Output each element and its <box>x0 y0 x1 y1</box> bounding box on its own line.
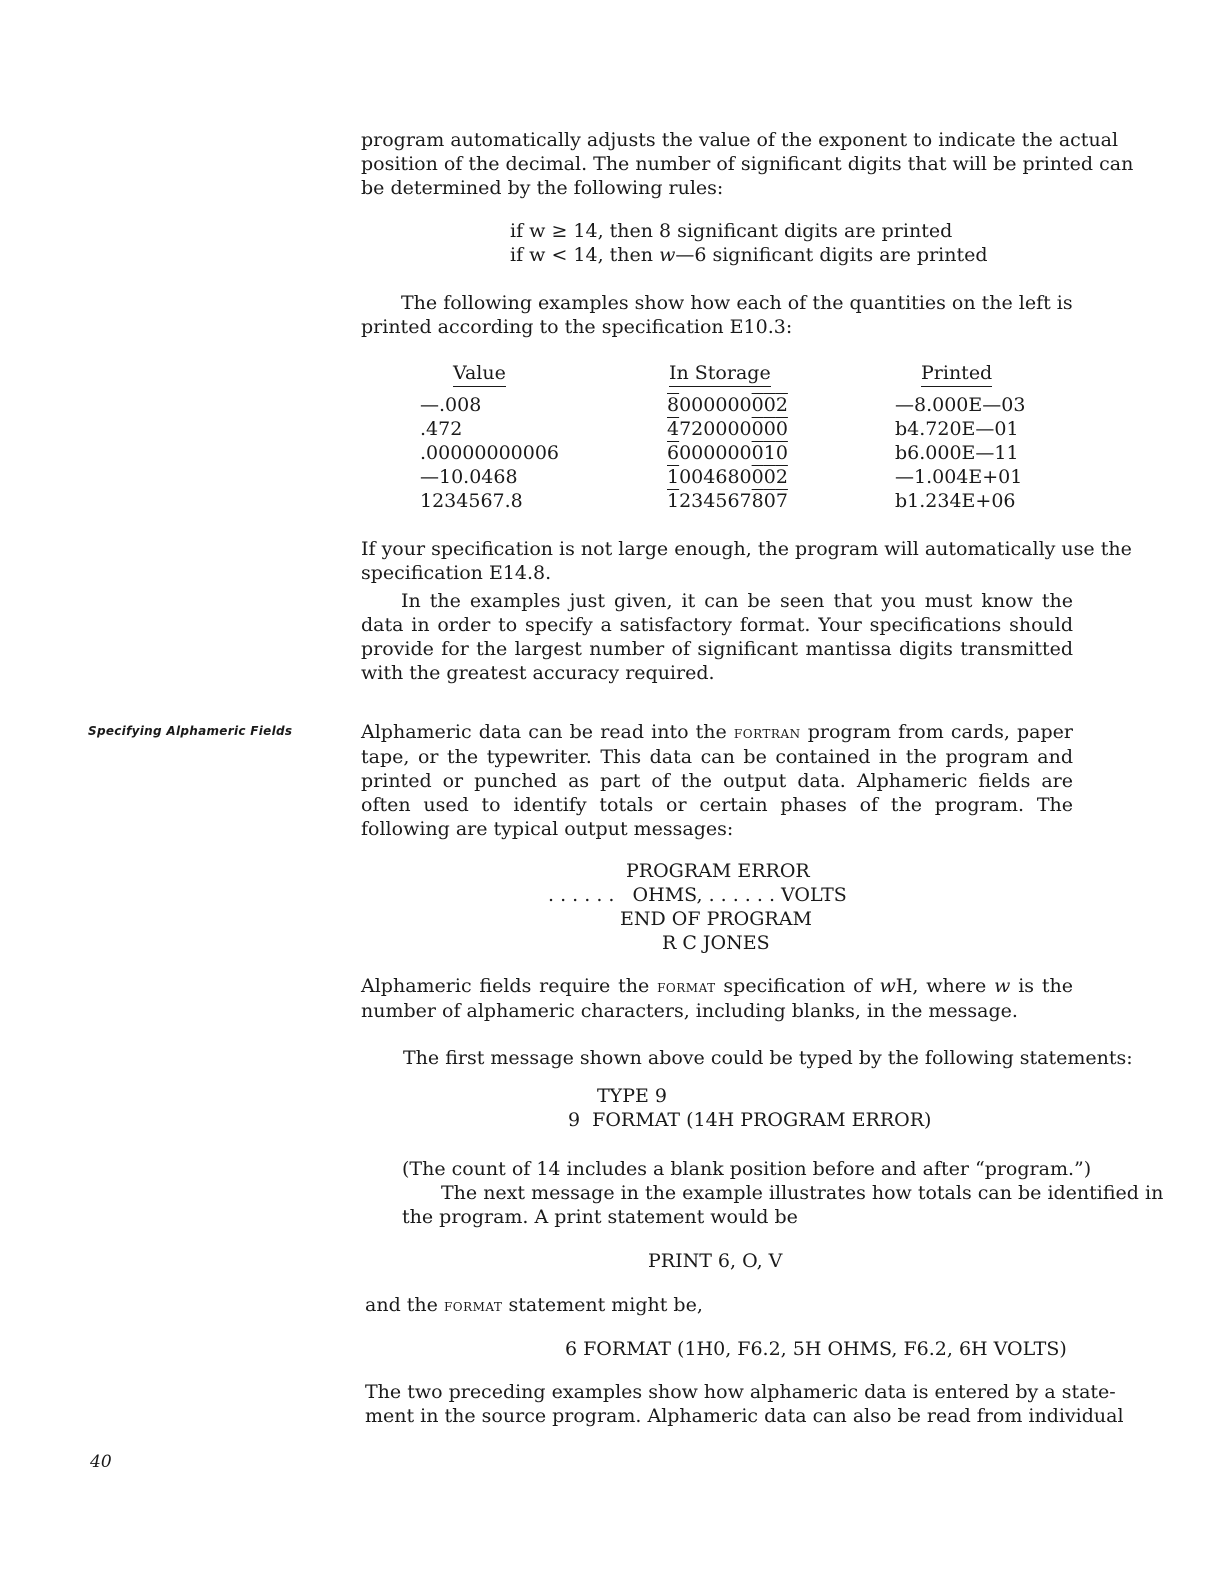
table-row-storage: 1234567807 <box>667 490 788 512</box>
table-row-printed: b6.000E—11 <box>895 442 1019 464</box>
final-paragraph-line-1: The two preceding examples show how alphameric data is entered by a state- <box>365 1381 1116 1403</box>
table-row-printed: —1.004E+01 <box>895 466 1023 488</box>
next-message-line-2: the program. A print statement would be <box>402 1206 798 1228</box>
code-line: TYPE 9 <box>597 1085 667 1107</box>
message-line: PROGRAM ERROR <box>626 860 810 882</box>
code-line: PRINT 6, O, V <box>648 1250 783 1272</box>
table-row-storage: 8000000002 <box>667 394 788 416</box>
intro-line-3: be determined by the following rules: <box>361 177 724 199</box>
table-row-storage: 1004680002 <box>667 466 788 488</box>
first-message-line: The first message shown above could be typed by the following statements: <box>403 1047 1133 1069</box>
format-paragraph: Alphameric fields require the format specification of wH, where w is the number of alphameric characters, including blanks, in the message. <box>361 975 1073 1022</box>
table-row-printed: b1.234E+06 <box>895 490 1016 512</box>
table-row-value: 1234567.8 <box>420 490 523 512</box>
table-row-value: .472 <box>420 418 463 440</box>
examples-paragraph: In the examples just given, it can be seen that you must know the data in order to specify a satisfactory format. Your specifications should provide for the largest number of significant mantissa digits transmitted with the greatest accuracy required. <box>361 590 1073 684</box>
section-heading-alphameric: Specifying Alphameric Fields <box>88 724 293 738</box>
rule-1: if w ≥ 14, then 8 significant digits are printed <box>510 220 953 242</box>
rule-2: if w < 14, then w—6 significant digits are printed <box>510 244 988 266</box>
message-line: R C JONES <box>662 932 770 954</box>
final-paragraph-line-2: ment in the source program. Alphameric data can also be read from individual <box>365 1405 1124 1427</box>
table-row-value: .00000000006 <box>420 442 560 464</box>
examples-intro-line-1: The following examples show how each of the quantities on the left is <box>401 292 1073 314</box>
code-line: 6 FORMAT (1H0, F6.2, 5H OHMS, F6.2, 6H VOLTS) <box>565 1338 1067 1360</box>
message-line: END OF PROGRAM <box>620 908 812 930</box>
code-line: 9 FORMAT (14H PROGRAM ERROR) <box>568 1109 932 1131</box>
table-row-printed: b4.720E—01 <box>895 418 1019 440</box>
count-note: (The count of 14 includes a blank position before and after “program.”) <box>402 1158 1092 1180</box>
header-in-storage: In Storage <box>669 361 771 387</box>
alphameric-paragraph: Alphameric data can be read into the fortran program from cards, paper tape, or the typewriter. This data can be contained in the program and printed or punched as part of the output data. Alphameric fields are often used to identify totals or certain phases of the program. The following are typical output messages: <box>361 721 1073 840</box>
spec-line-2: specification E14.8. <box>361 562 552 584</box>
table-row-storage: 4720000000 <box>667 418 788 440</box>
message-line: . . . . . . OHMS, . . . . . . VOLTS <box>548 884 847 906</box>
next-message-line-1: The next message in the example illustrates how totals can be identified in <box>441 1182 1164 1204</box>
header-value: Value <box>453 361 506 387</box>
and-the-line: and the format statement might be, <box>365 1294 703 1316</box>
table-row-storage: 6000000010 <box>667 442 788 464</box>
examples-intro-line-2: printed according to the specification E10.3: <box>361 316 793 338</box>
table-row-value: —10.0468 <box>420 466 518 488</box>
table-row-value: —.008 <box>420 394 482 416</box>
spec-line-1: If your specification is not large enough, the program will automatically use the <box>361 538 1132 560</box>
table-row-printed: —8.000E—03 <box>895 394 1026 416</box>
header-printed: Printed <box>921 361 992 387</box>
intro-line-2: position of the decimal. The number of significant digits that will be printed can <box>361 153 1134 175</box>
page-number: 40 <box>90 1452 112 1472</box>
intro-line-1: program automatically adjusts the value of the exponent to indicate the actual <box>361 129 1119 151</box>
